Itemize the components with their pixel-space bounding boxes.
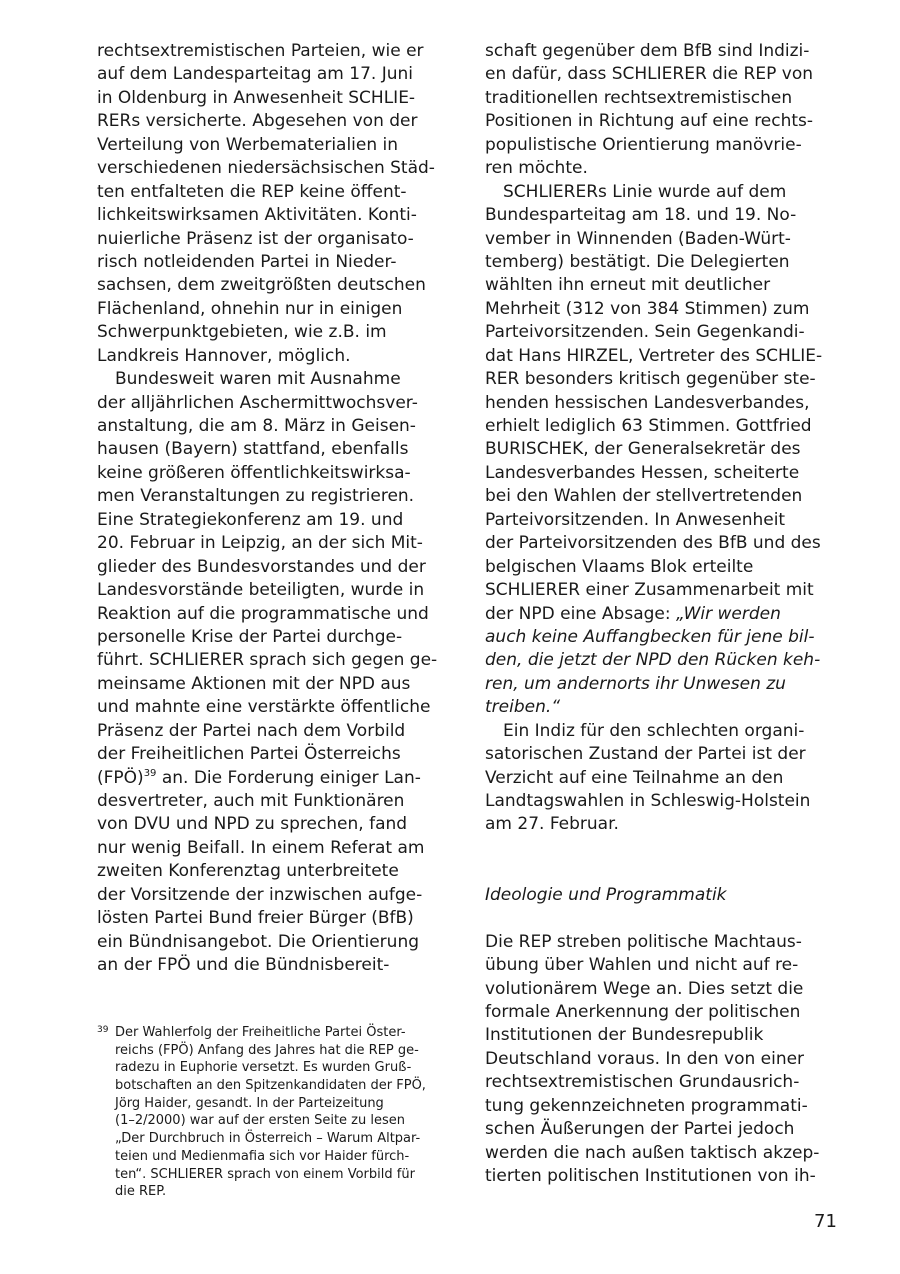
- text-line: in Oldenburg in Anwesenheit SCHLIE-: [97, 87, 416, 108]
- text-fragment: der NPD eine Absage:: [485, 603, 671, 624]
- text-line: Landesvorstände beteiligten, wurde in: [97, 580, 425, 601]
- text-line: lösten Partei Bund freier Bürger (BfB): [97, 908, 414, 929]
- text-fragment: (FPÖ): [97, 767, 144, 788]
- text-line: en dafür, dass SCHLIERER die REP von: [485, 64, 813, 85]
- footnote-line: Der Wahlerfolg der Freiheitliche Partei Öster-: [115, 1025, 406, 1040]
- text-line: Schwerpunktgebieten, wie z.B. im: [97, 322, 387, 343]
- text-line: an der FPÖ und die Bündnisbereit-: [97, 955, 390, 976]
- text-line: ein Bündnisangebot. Die Orientierung: [97, 931, 420, 952]
- spacer: [485, 907, 837, 930]
- text-line: satorischen Zustand der Partei ist der: [485, 744, 806, 765]
- text-line: Deutschland voraus. In den von einer: [485, 1048, 805, 1069]
- text-line: Die REP streben politische Machtaus-: [485, 931, 802, 952]
- text-line: [97, 767, 449, 790]
- footnote-line: Jörg Haider, gesandt. In der Parteizeitung: [115, 1095, 384, 1111]
- text-line: Landtagswahlen in Schleswig-Holstein: [485, 791, 811, 811]
- text-line: der alljährlichen Aschermittwochsver-: [97, 392, 418, 413]
- text-fragment: an. Die Forderung einiger Lan-: [161, 767, 421, 788]
- footnote-body: [97, 1024, 457, 1201]
- footnote-number: 39: [97, 1025, 109, 1035]
- footnote-line: teien und Medienmafia sich vor Haider fürch-: [115, 1148, 410, 1164]
- text-line: wählten ihn erneut mit deutlicher: [485, 275, 771, 296]
- text-line: men Veranstaltungen zu registrieren.: [97, 486, 415, 507]
- text-line: schaft gegenüber dem BfB sind Indizi-: [485, 41, 810, 61]
- text-line: populistische Orientierung manövrie-: [485, 134, 802, 155]
- footnote-line: „Der Durchbruch in Österreich – Warum Altpar-: [115, 1131, 421, 1147]
- text-line: Präsenz der Partei nach dem Vorbild: [97, 720, 406, 741]
- footnote: [97, 1024, 457, 1201]
- text-line: 20. Februar in Leipzig, an der sich Mit-: [97, 533, 423, 554]
- text-line: traditionellen rechtsextremistischen: [485, 87, 793, 108]
- text-line: der Freiheitlichen Partei Österreichs: [97, 744, 401, 765]
- footnote-line: die REP.: [115, 1184, 167, 1200]
- text-line: bei den Wahlen der stellvertretenden: [485, 486, 803, 507]
- text-line: risch notleidenden Partei in Nieder-: [97, 251, 397, 272]
- text-line: sachsen, dem zweitgrößten deutschen: [97, 275, 426, 296]
- text-line: zweiten Konferenztag unterbreitete: [97, 861, 399, 882]
- text-line: Bundesparteitag am 18. und 19. No-: [485, 205, 797, 226]
- text-line: rechtsextremistischen Parteien, wie er: [97, 41, 424, 61]
- footnote-line: reichs (FPÖ) Anfang des Jahres hat die REP ge-: [115, 1042, 419, 1058]
- text-line: [485, 603, 837, 626]
- text-line: von DVU und NPD zu sprechen, fand: [97, 814, 408, 835]
- text-line: nur wenig Beifall. In einem Referat am: [97, 837, 425, 858]
- text-line: Eine Strategiekonferenz am 19. und: [97, 509, 404, 530]
- text-line: verschiedenen niedersächsischen Städ-: [97, 158, 435, 179]
- section-heading: Ideologie und Programmatik: [485, 884, 727, 905]
- text-line: glieder des Bundesvorstandes und der: [97, 556, 426, 577]
- paragraph-first-line: Ein Indiz für den schlechten organi-: [503, 720, 805, 741]
- text-line: vember in Winnenden (Baden-Würt-: [485, 228, 791, 249]
- footnote-line: botschaften an den Spitzenkandidaten der FPÖ,: [115, 1078, 426, 1094]
- text-line: Parteivorsitzenden. Sein Gegenkandi-: [485, 322, 805, 343]
- quote-fragment: „Wir werden: [676, 603, 781, 624]
- text-line: Parteivorsitzenden. In Anwesenheit: [485, 509, 786, 530]
- text-line: werden die nach außen taktisch akzep-: [485, 1142, 820, 1163]
- text-line: lichkeitswirksamen Aktivitäten. Konti-: [97, 205, 417, 226]
- text-line: Landkreis Hannover, möglich.: [97, 345, 351, 366]
- text-line: meinsame Aktionen mit der NPD aus: [97, 673, 411, 694]
- text-line: tung gekennzeichneten programmati-: [485, 1095, 808, 1116]
- text-line: RER besonders kritisch gegenüber ste-: [485, 369, 816, 390]
- text-line: der Parteivorsitzenden des BfB und des: [485, 533, 821, 554]
- text-line: formale Anerkennung der politischen: [485, 1001, 801, 1022]
- right-column: [485, 40, 837, 1188]
- footnote-line: radezu in Euphorie versetzt. Es wurden Gruß-: [115, 1060, 412, 1076]
- quote-line: treiben.“: [485, 697, 561, 718]
- quote-line: den, die jetzt der NPD den Rücken keh-: [485, 650, 821, 671]
- text-line: Verzicht auf eine Teilnahme an den: [485, 767, 784, 788]
- text-line: Landesverbandes Hessen, scheiterte: [485, 462, 800, 483]
- text-line: ren möchte.: [485, 158, 588, 179]
- text-line: BURISCHEK, der Generalsekretär des: [485, 439, 801, 460]
- quote-line: auch keine Auffangbecken für jene bil-: [485, 626, 815, 647]
- text-line: auf dem Landesparteitag am 17. Juni: [97, 64, 413, 85]
- text-line: Positionen in Richtung auf eine rechts-: [485, 111, 814, 132]
- text-line: desvertreter, auch mit Funktionären: [97, 791, 405, 811]
- spacer: [485, 860, 837, 883]
- text-line: Verteilung von Werbematerialien in: [97, 134, 399, 155]
- quote-line: ren, um andernorts ihr Unwesen zu: [485, 673, 786, 694]
- text-line: henden hessischen Landesverbandes,: [485, 392, 810, 413]
- text-line: am 27. Februar.: [485, 814, 619, 835]
- spacer: [485, 837, 837, 860]
- text-line: Mehrheit (312 von 384 Stimmen) zum: [485, 298, 810, 319]
- text-line: anstaltung, die am 8. März in Geisen-: [97, 416, 416, 436]
- footnote-reference[interactable]: 39: [143, 767, 157, 779]
- text-line: der Vorsitzende der inzwischen aufge-: [97, 884, 423, 905]
- text-line: volutionärem Wege an. Dies setzt die: [485, 978, 804, 999]
- paragraph-first-line: Bundesweit waren mit Ausnahme: [115, 369, 401, 390]
- text-line: rechtsextremistischen Grundausrich-: [485, 1072, 800, 1093]
- page-number: 71: [814, 1211, 837, 1232]
- footnote-line: ten“. SCHLIERER sprach von einem Vorbild für: [115, 1166, 415, 1182]
- left-column: [97, 40, 449, 978]
- text-line: übung über Wahlen und nicht auf re-: [485, 955, 799, 976]
- text-line: Reaktion auf die programmatische und: [97, 603, 429, 624]
- text-line: keine größeren öffentlichkeitswirksa-: [97, 462, 411, 483]
- text-line: temberg) bestätigt. Die Delegierten: [485, 251, 790, 272]
- text-line: RERs versicherte. Abgesehen von der: [97, 111, 418, 132]
- paragraph-first-line: SCHLIERERs Linie wurde auf dem: [503, 181, 787, 202]
- text-line: Flächenland, ohnehin nur in einigen: [97, 298, 403, 319]
- text-line: führt. SCHLIERER sprach sich gegen ge-: [97, 650, 438, 671]
- text-line: tierten politischen Institutionen von ih-: [485, 1166, 816, 1186]
- text-line: hausen (Bayern) stattfand, ebenfalls: [97, 439, 409, 460]
- text-line: personelle Krise der Partei durchge-: [97, 626, 403, 647]
- text-line: schen Äußerungen der Partei jedoch: [485, 1119, 795, 1140]
- text-line: SCHLIERER einer Zusammenarbeit mit: [485, 580, 814, 601]
- text-line: erhielt lediglich 63 Stimmen. Gottfried: [485, 416, 812, 436]
- text-line: und mahnte eine verstärkte öffentliche: [97, 697, 431, 718]
- footnote-line: (1–2/2000) war auf der ersten Seite zu lesen: [115, 1113, 405, 1129]
- text-line: nuierliche Präsenz ist der organisato-: [97, 228, 414, 249]
- text-line: Institutionen der Bundesrepublik: [485, 1025, 764, 1046]
- text-line: dat Hans HIRZEL, Vertreter des SCHLIE-: [485, 345, 823, 366]
- text-line: belgischen Vlaams Blok erteilte: [485, 556, 754, 577]
- text-line: ten entfalteten die REP keine öffent-: [97, 181, 407, 202]
